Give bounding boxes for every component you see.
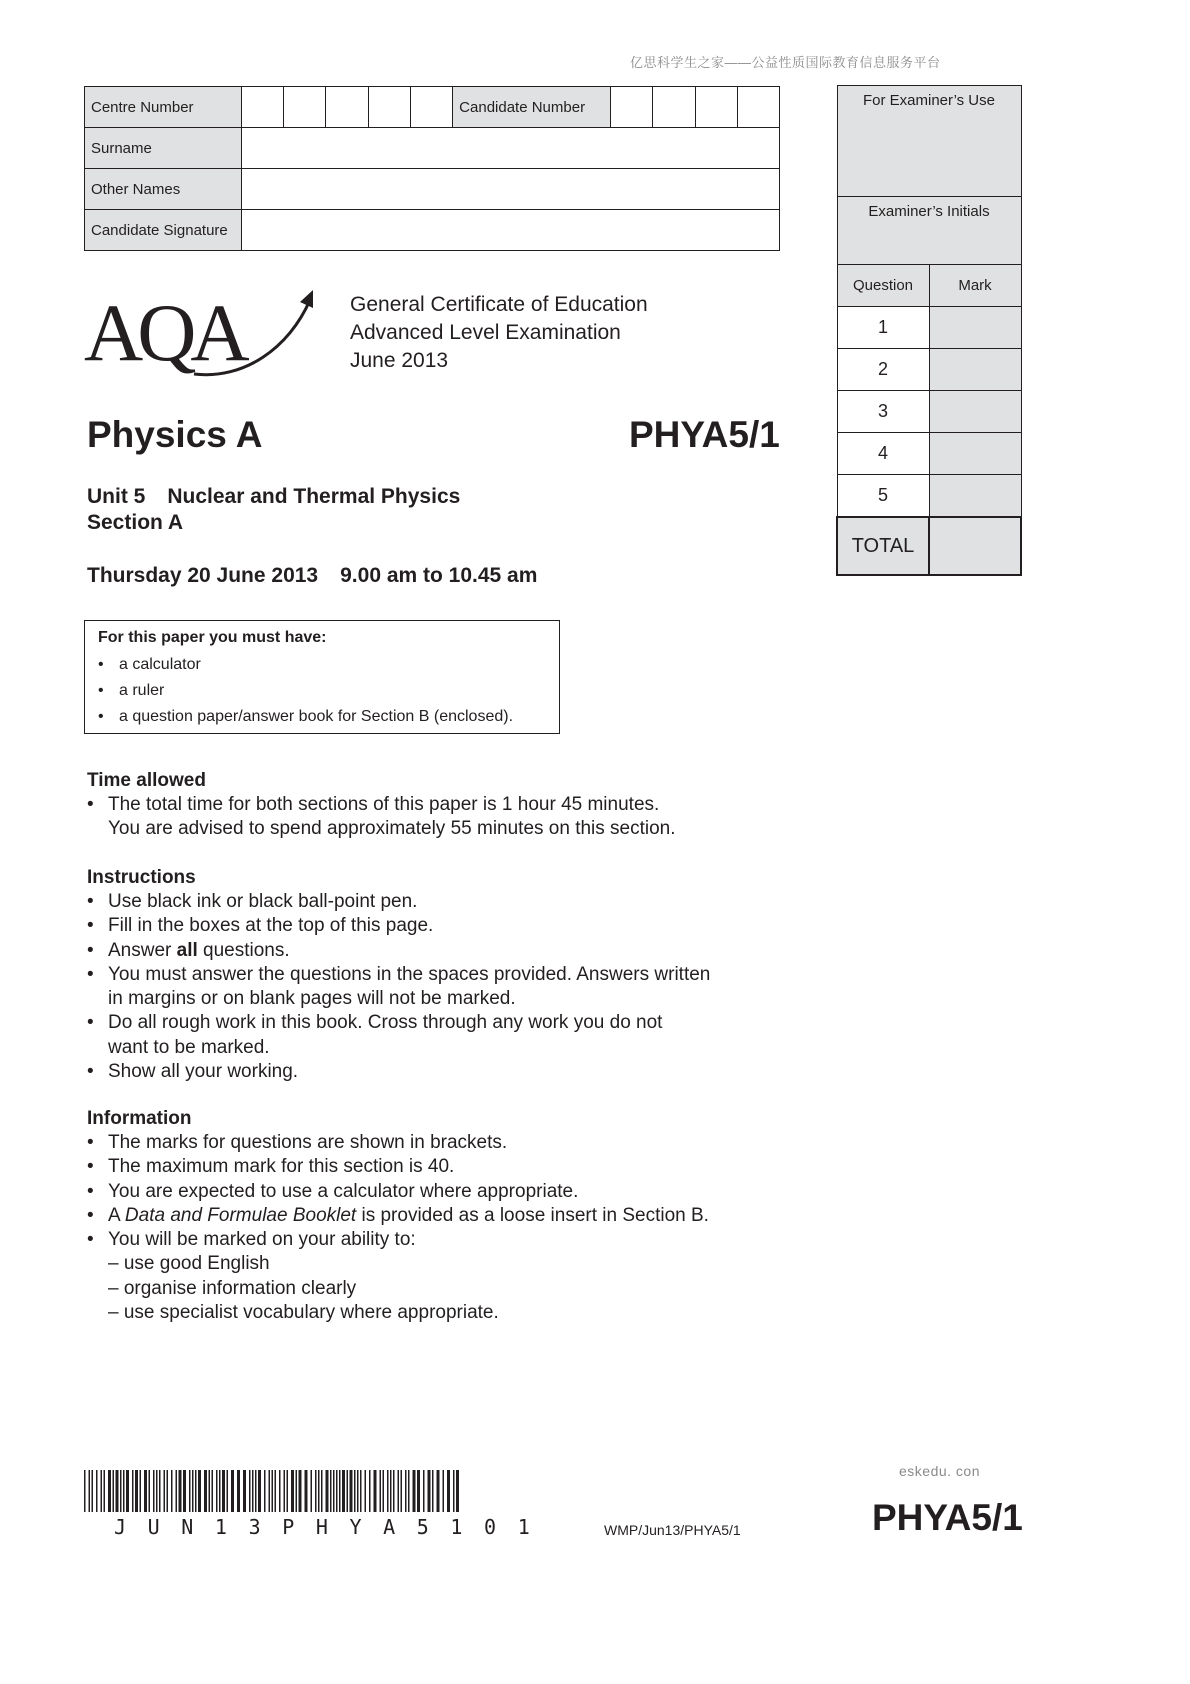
question-number: 1 (837, 307, 929, 349)
examiner-use-header: For Examiner’s Use (837, 86, 1021, 197)
bullet-icon: • (98, 682, 104, 699)
subject-title: Physics A (87, 414, 263, 455)
centre-number-box[interactable] (284, 87, 326, 128)
bullet-icon: • (98, 708, 104, 725)
question-number: 2 (837, 349, 929, 391)
candidate-signature-label: Candidate Signature (85, 210, 242, 251)
qualification-line: General Certificate of Education (350, 293, 648, 316)
instruction-item: • Fill in the boxes at the top of this page. (87, 914, 710, 938)
information-item: • The maximum mark for this section is 40. (87, 1155, 709, 1179)
time-allowed-section (87, 769, 676, 842)
aqa-logo (84, 288, 324, 385)
other-names-field[interactable] (242, 169, 780, 210)
centre-number-box[interactable] (368, 87, 410, 128)
candidate-number-box[interactable] (611, 87, 653, 128)
qualification-line: June 2013 (350, 349, 449, 372)
candidate-number-box[interactable] (737, 87, 779, 128)
question-number: 5 (837, 475, 929, 518)
information-item: • The marks for questions are shown in brackets. (87, 1131, 709, 1155)
barcode-text: JUN13PHYA5101 (114, 1515, 552, 1539)
exam-date: Thursday 20 June 2013 (87, 564, 319, 587)
footer-reference: WMP/Jun13/PHYA5/1 (604, 1522, 741, 1538)
candidate-number-box[interactable] (695, 87, 737, 128)
candidate-number-box[interactable] (653, 87, 695, 128)
instruction-item: • Answer all questions. (87, 939, 710, 963)
unit-label: Unit 5 (87, 485, 146, 508)
unit-title: Nuclear and Thermal Physics (167, 485, 461, 508)
question-number: 4 (837, 433, 929, 475)
information-item: • You are expected to use a calculator where appropriate. (87, 1180, 709, 1204)
paper-code: PHYA5/1 (629, 414, 780, 455)
instructions-section (87, 866, 710, 1084)
centre-number-box[interactable] (326, 87, 368, 128)
bullet-icon: • (98, 656, 104, 673)
mark-column-header: Mark (929, 265, 1021, 307)
top-watermark: 亿思科学生之家——公益性质国际教育信息服务平台 (630, 55, 941, 70)
mark-cell (929, 475, 1021, 518)
information-section (87, 1107, 709, 1325)
examiner-use-table (836, 85, 1022, 576)
time-allowed-heading: Time allowed (87, 770, 206, 791)
mark-cell (929, 307, 1021, 349)
time-allowed-item: • The total time for both sections of this paper is 1 hour 45 minutes. You are advised to spend approximately 55 minutes on this section. (87, 793, 676, 842)
instruction-item: • Show all your working. (87, 1060, 710, 1084)
qualification-line: Advanced Level Examination (350, 321, 621, 344)
mark-cell (929, 433, 1021, 475)
must-have-item: • a ruler (98, 678, 559, 704)
information-item: • You will be marked on your ability to: (87, 1228, 709, 1252)
footer-paper-code: PHYA5/1 (872, 1497, 1023, 1538)
barcode (84, 1470, 466, 1519)
exam-datetime (87, 564, 537, 588)
question-column-header: Question (837, 265, 929, 307)
unit-block (87, 484, 460, 536)
must-have-box (84, 620, 560, 734)
information-subitem: – use specialist vocabulary where appropriate. (108, 1302, 499, 1324)
instruction-item: • You must answer the questions in the spaces provided. Answers written in margins or on blank pages will not be marked. (87, 963, 710, 1012)
centre-number-label: Centre Number (85, 87, 242, 128)
total-label: TOTAL (837, 517, 929, 575)
other-names-label: Other Names (85, 169, 242, 210)
question-number: 3 (837, 391, 929, 433)
information-heading: Information (87, 1108, 192, 1129)
mark-cell (929, 349, 1021, 391)
information-subitem: – use good English (108, 1253, 270, 1275)
surname-label: Surname (85, 128, 242, 169)
total-mark-cell (929, 517, 1021, 575)
centre-number-box[interactable] (242, 87, 284, 128)
bottom-watermark: eskedu. con (899, 1463, 980, 1479)
must-have-item: • a question paper/answer book for Section B (enclosed). (98, 704, 559, 730)
centre-number-box[interactable] (410, 87, 452, 128)
instructions-heading: Instructions (87, 867, 196, 888)
mark-cell (929, 391, 1021, 433)
aqa-logo-text: AQA (84, 288, 244, 378)
must-have-item: • a calculator (98, 652, 559, 678)
section-label: Section A (87, 511, 184, 534)
candidate-number-label: Candidate Number (453, 87, 611, 128)
exam-time: 9.00 am to 10.45 am (340, 564, 538, 587)
surname-field[interactable] (242, 128, 780, 169)
information-subitem: – organise information clearly (108, 1277, 357, 1299)
examiner-initials-label: Examiner’s Initials (837, 197, 1021, 265)
information-item: • A Data and Formulae Booklet is provided as a loose insert in Section B. (87, 1204, 709, 1228)
candidate-signature-field[interactable] (242, 210, 780, 251)
candidate-details-table (84, 86, 780, 251)
instruction-item: • Do all rough work in this book. Cross through any work you do not want to be marked. (87, 1011, 710, 1060)
instruction-item: • Use black ink or black ball-point pen. (87, 890, 710, 914)
must-have-heading: For this paper you must have: (98, 629, 327, 646)
qualification-block (350, 291, 648, 375)
